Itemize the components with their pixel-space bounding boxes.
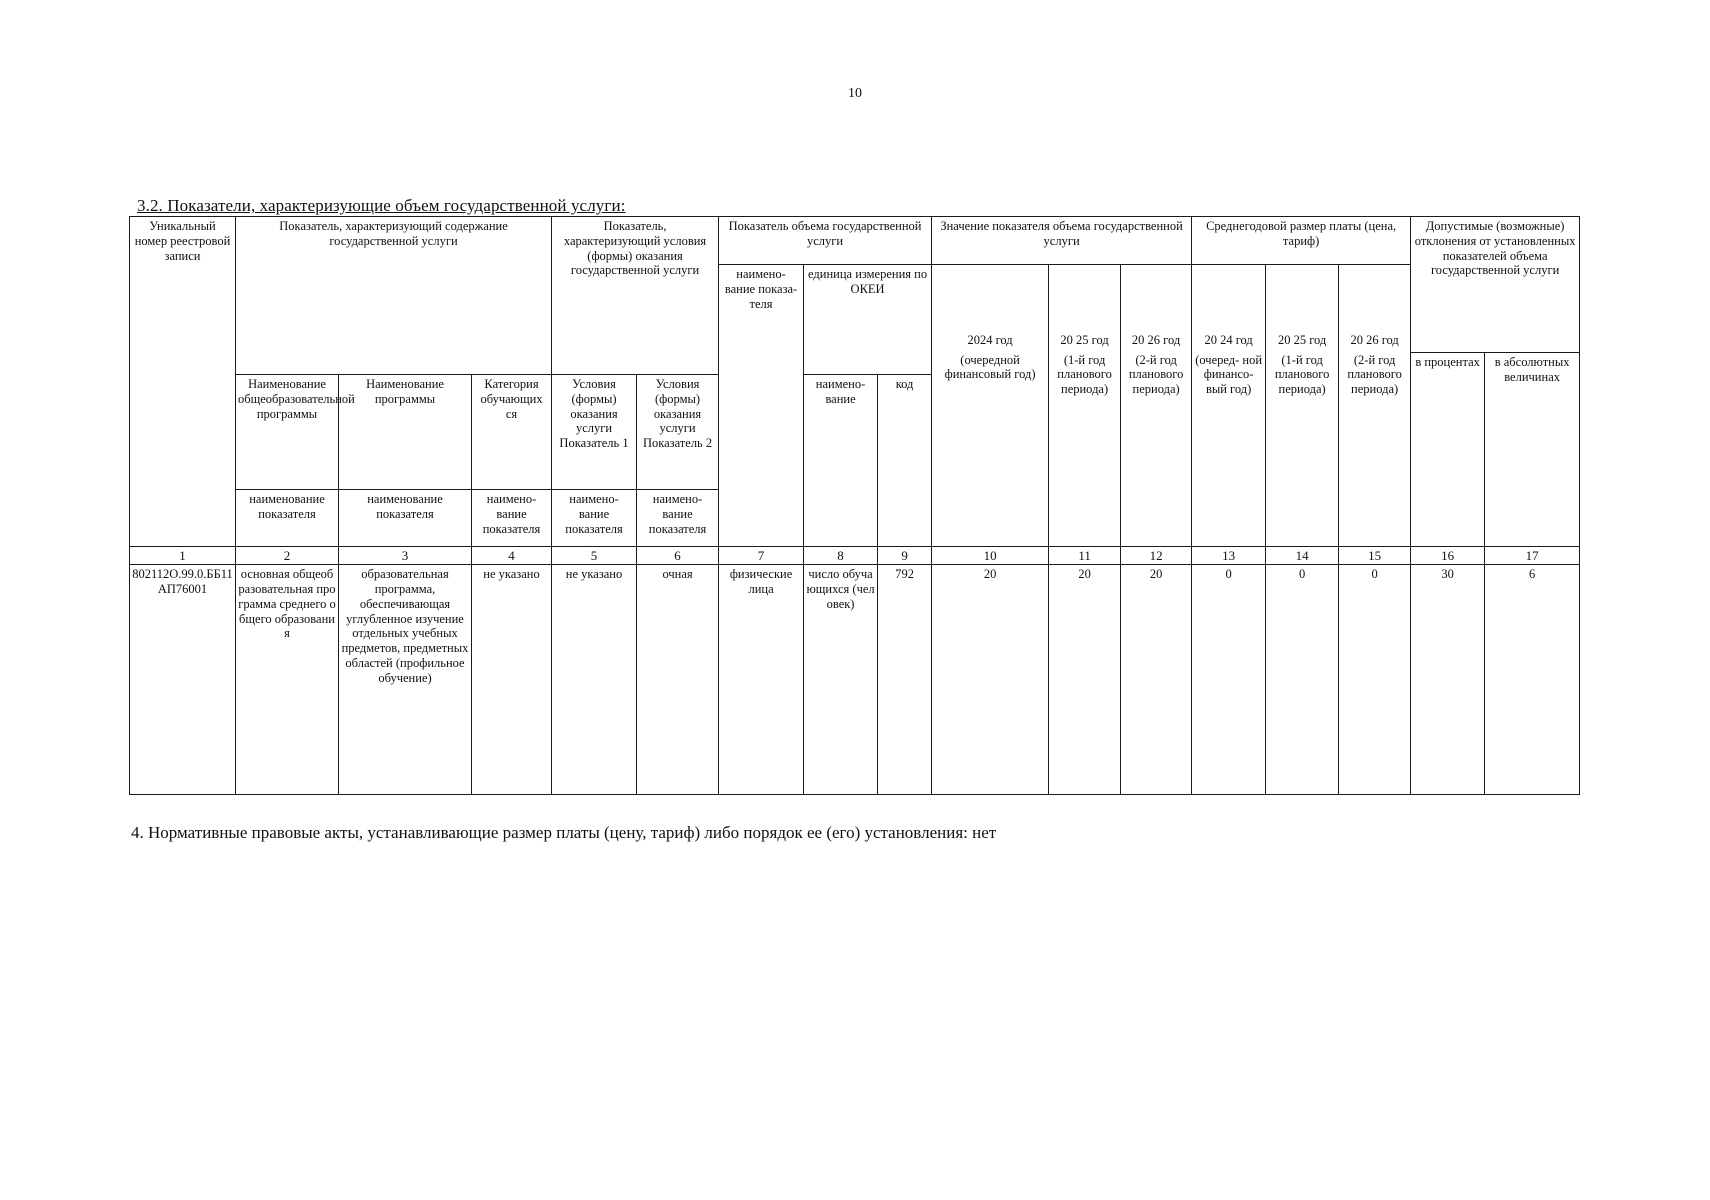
deviation-percent-cell: 30 [1411, 565, 1485, 795]
program-kind-cell: основная общеобразовательная программа среднего общего образования [236, 565, 339, 795]
column-number: 14 [1266, 547, 1339, 565]
footer-note: 4. Нормативные правовые акты, устанавливающие размер платы (цену, тариф) либо порядок ее (его) установления: нет [131, 823, 997, 842]
header-unit-okei: единица измерения по ОКЕИ [804, 265, 932, 375]
page-number: 10 [848, 86, 862, 101]
header-unique-number: Уникальный номер реестровой записи [130, 217, 236, 547]
header-in-absolute: в абсолютных величинах [1485, 353, 1580, 547]
header-payment-2024: 20 24 год [1192, 265, 1266, 353]
column-number: 1 [130, 547, 236, 565]
unit-code-cell: 792 [878, 565, 932, 795]
header-program-name: Наименование программы [339, 375, 472, 490]
header-payment-2026-note: (2-й год планового периода) [1339, 353, 1411, 547]
condition-1-cell: не указано [552, 565, 637, 795]
header-payment-2024-note: (очеред- ной финансо- вый год) [1192, 353, 1266, 547]
indicator-name-cell: физические лица [719, 565, 804, 795]
header-year-2026-note: (2-й год планового периода) [1121, 353, 1192, 547]
column-number: 3 [339, 547, 472, 565]
column-number-row [130, 547, 1580, 565]
header-avg-payment: Среднегодовой размер платы (цена, тариф) [1192, 217, 1411, 265]
header-volume-indicator: Показатель объема государственной услуги [719, 217, 932, 265]
column-number: 15 [1339, 547, 1411, 565]
header-name-indicator-a: наименование показателя [236, 490, 339, 547]
header-condition-indicator: Показатель, характеризующий условия (формы) оказания государственной услуги [552, 217, 719, 375]
header-name-indicator-c: наимено- вание показателя [472, 490, 552, 547]
payment-2024-cell: 0 [1192, 565, 1266, 795]
header-payment-2025: 20 25 год [1266, 265, 1339, 353]
student-category-cell: не указано [472, 565, 552, 795]
column-number: 13 [1192, 547, 1266, 565]
header-condition-1: Условия (формы) оказания услуги Показатель 1 [552, 375, 637, 490]
header-program-kind: Наименование общеобразовательной программы [236, 375, 339, 490]
header-payment-2026: 20 26 год [1339, 265, 1411, 353]
value-2026-cell: 20 [1121, 565, 1192, 795]
header-indicator-name: наимено- вание показа- теля [719, 265, 804, 547]
header-content-indicator: Показатель, характеризующий содержание государственной услуги [236, 217, 552, 375]
header-unit-code: код [878, 375, 932, 547]
column-number: 2 [236, 547, 339, 565]
header-name-indicator-d: наимено- вание показателя [552, 490, 637, 547]
section-title: 3.2. Показатели, характеризующие объем государственной услуги: [137, 196, 626, 215]
column-number: 12 [1121, 547, 1192, 565]
column-number: 11 [1049, 547, 1121, 565]
header-name-indicator-e: наимено- вание показателя [637, 490, 719, 547]
header-year-2025: 20 25 год [1049, 265, 1121, 353]
header-year-2026: 20 26 год [1121, 265, 1192, 353]
header-name-indicator-b: наименование показателя [339, 490, 472, 547]
header-volume-value: Значение показателя объема государственной услуги [932, 217, 1192, 265]
column-number: 16 [1411, 547, 1485, 565]
header-in-percent: в процентах [1411, 353, 1485, 547]
header-deviations: Допустимые (возможные) отклонения от установленных показателей объема государственной услуги [1411, 217, 1580, 353]
column-number: 4 [472, 547, 552, 565]
column-number: 5 [552, 547, 637, 565]
deviation-absolute-cell: 6 [1485, 565, 1580, 795]
payment-2026-cell: 0 [1339, 565, 1411, 795]
program-name-cell: образовательная программа, обеспечивающая углубленное изучение отдельных учебных предметов, предметных областей (профильное обучение) [339, 565, 472, 795]
value-2025-cell: 20 [1049, 565, 1121, 795]
registry-number-cell: 802112О.99.0.ББ11АП76001 [130, 565, 236, 795]
column-number: 8 [804, 547, 878, 565]
column-number: 9 [878, 547, 932, 565]
column-number: 6 [637, 547, 719, 565]
column-number: 10 [932, 547, 1049, 565]
condition-2-cell: очная [637, 565, 719, 795]
value-2024-cell: 20 [932, 565, 1049, 795]
header-payment-2025-note: (1-й год планового периода) [1266, 353, 1339, 547]
header-condition-2: Условия (формы) оказания услуги Показатель 2 [637, 375, 719, 490]
header-student-category: Категория обучающих ся [472, 375, 552, 490]
payment-2025-cell: 0 [1266, 565, 1339, 795]
header-year-2024-note: (очередной финансовый год) [932, 353, 1049, 547]
table-row [130, 565, 1580, 795]
column-number: 7 [719, 547, 804, 565]
header-year-2025-note: (1-й год планового периода) [1049, 353, 1121, 547]
unit-name-cell: число обучающихся (человек) [804, 565, 878, 795]
header-unit-name: наимено- вание [804, 375, 878, 547]
volume-indicators-table [129, 216, 1580, 795]
column-number: 17 [1485, 547, 1580, 565]
header-year-2024: 2024 год [932, 265, 1049, 353]
